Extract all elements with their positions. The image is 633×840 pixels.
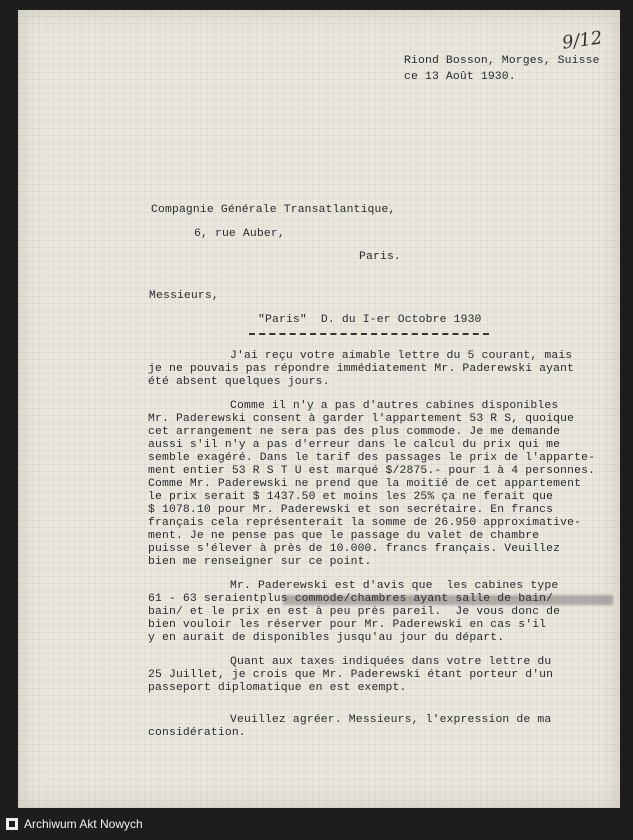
body-line: français cela représenterait la somme de 26.950 approximative- (148, 517, 582, 529)
body-line: le prix serait $ 1437.50 et moins les 25% ça ne ferait que (148, 491, 554, 503)
body-line: je ne pouvais pas répondre immédiatement Mr. Paderewski ayant (148, 363, 575, 375)
archive-logo-icon (6, 818, 18, 830)
closing-line: considération. (148, 727, 246, 739)
body-line: aussi s'il n'y a pas d'erreur dans le calcul du prix qui me (148, 439, 561, 451)
closing-line: Veuillez agréer. Messieurs, l'expression de ma (230, 714, 552, 726)
body-line: cet arrangement ne sera pas des plus commode. Je me demande (148, 426, 561, 438)
body-line: J'ai reçu votre aimable lettre du 5 courant, mais (230, 350, 573, 362)
handwritten-folio-annotation: 9/12 (560, 27, 604, 54)
sender-place: Riond Bosson, Morges, Suisse (404, 55, 600, 67)
body-line: bien vouloir les réserver pour Mr. Paderewski en cas s'il (148, 619, 547, 631)
subject-line: "Paris" D. du I-er Octobre 1930 (258, 314, 482, 326)
body-line: bain/ et le prix en est à peu près pareil. Je vous donc de (148, 606, 561, 618)
recipient-street: 6, rue Auber, (194, 228, 285, 240)
body-line: ment entier 53 R S T U est marqué $/2875.- pour 1 à 4 personnes. (148, 465, 596, 477)
body-line: y en aurait de disponibles jusqu'au jour du départ. (148, 632, 505, 644)
struck-through-text-mark (283, 595, 613, 605)
body-line: semble exagéré. Dans le tarif des passages le prix de l'apparte- (148, 452, 596, 464)
body-line: ment. Je ne pense pas que le passage du valet de chambre (148, 530, 540, 542)
salutation: Messieurs, (149, 290, 219, 302)
body-line: Comme il n'y a pas d'autres cabines disponibles (230, 400, 559, 412)
recipient-city: Paris. (359, 251, 401, 263)
body-line: Mr. Paderewski est d'avis que les cabines type (230, 580, 559, 592)
recipient-name: Compagnie Générale Transatlantique, (151, 204, 396, 216)
body-line: bien me renseigner sur ce point. (148, 556, 372, 568)
letter-date: ce 13 Août 1930. (404, 71, 516, 83)
body-line: puisse s'élever à près de 10.000. francs français. Veuillez (148, 543, 561, 555)
body-line: passeport diplomatique en est exempt. (148, 682, 407, 694)
archive-name: Archiwum Akt Nowych (24, 817, 143, 831)
body-line: Quant aux taxes indiquées dans votre lettre du (230, 656, 552, 668)
body-line: Mr. Paderewski consent à garder l'appartement 53 R S, quoique (148, 413, 575, 425)
body-line: 25 Juillet, je crois que Mr. Paderewski étant porteur d'un (148, 669, 554, 681)
body-line: $ 1078.10 pour Mr. Paderewski et son secrétaire. En francs (148, 504, 554, 516)
body-line: été absent quelques jours. (148, 376, 330, 388)
body-line: 61 - 63 seraientplus commode/chambres ayant salle de bain/ (148, 593, 554, 605)
archive-footer (0, 808, 633, 840)
letter-page (18, 10, 620, 808)
subject-underline (249, 333, 489, 335)
body-line: Comme Mr. Paderewski ne prend que la moitié de cet appartement (148, 478, 582, 490)
